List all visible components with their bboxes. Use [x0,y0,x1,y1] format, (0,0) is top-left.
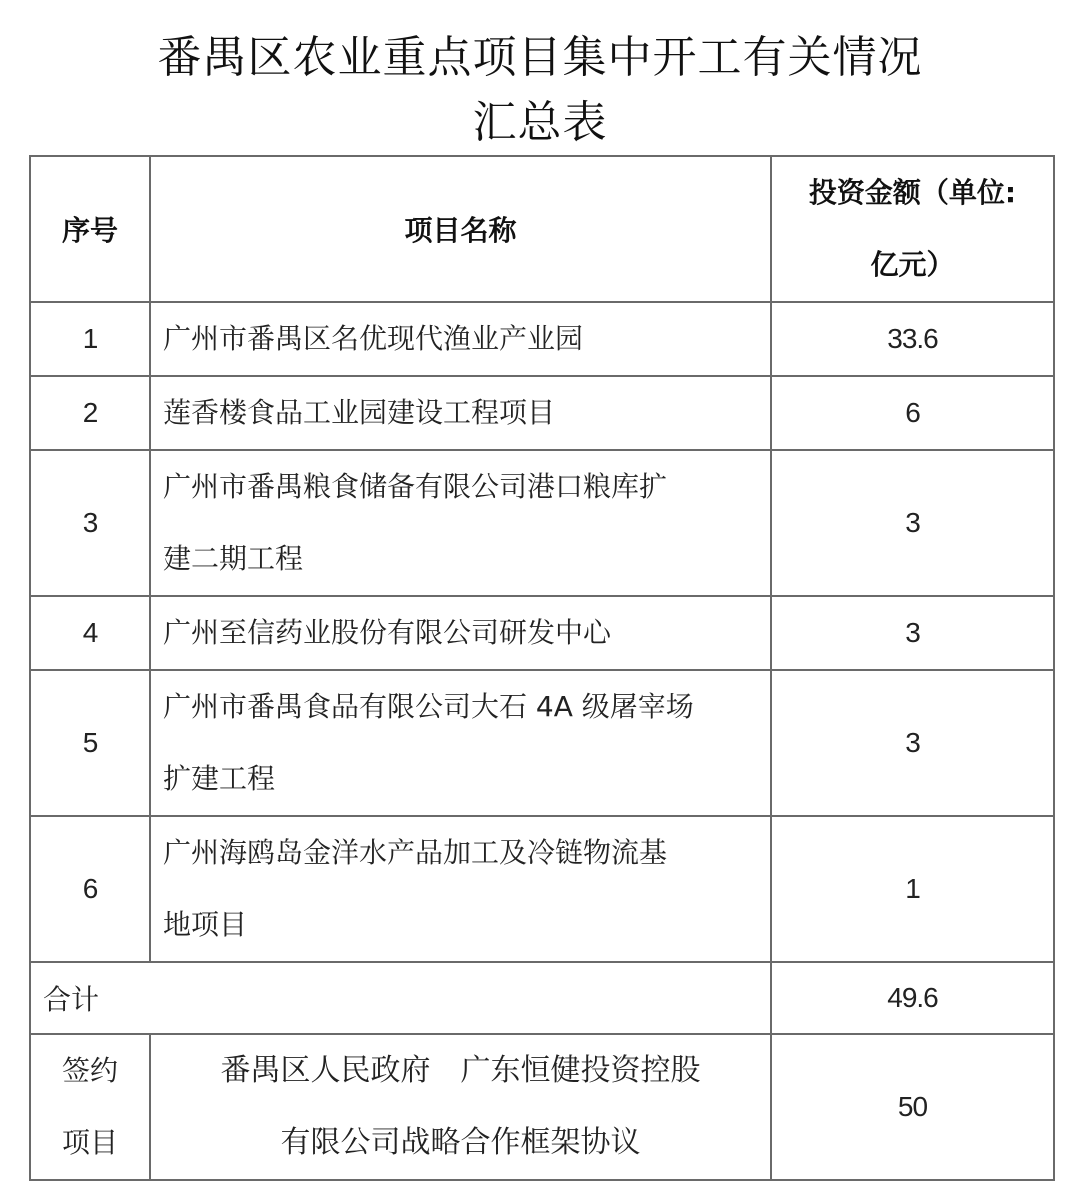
header-project-name: 项目名称 [150,156,771,302]
table-row [30,302,1054,376]
row-project-name: 广州市番禺区名优现代渔业产业园 [150,302,771,376]
signed-project-amount: 50 [771,1034,1054,1180]
header-investment-amount [771,156,1054,302]
table-row [30,596,1054,670]
row-project-name-line-1: 广州海鸥岛金洋水产品加工及冷链物流基 [163,836,668,869]
row-amount: 3 [771,596,1054,670]
row-project-name [150,450,771,596]
signed-project-name [150,1034,771,1180]
row-index: 3 [30,450,150,596]
row-project-name-line-2: 扩建工程 [163,762,276,795]
total-label: 合计 [30,962,771,1034]
row-project-name-line-2: 地项目 [163,908,248,941]
row-index: 6 [30,816,150,962]
document-title-line-1: 番禺区农业重点项目集中开工有关情况 [157,32,923,83]
row-index: 4 [30,596,150,670]
header-amount-line-1: 投资金额（单位: [808,176,1017,209]
table-row [30,450,1054,596]
row-index: 1 [30,302,150,376]
header-amount-line-2: 亿元） [870,248,955,281]
row-project-name [150,816,771,962]
signed-project-row [30,1034,1054,1180]
row-amount: 1 [771,816,1054,962]
signed-label-line-2: 项目 [61,1126,118,1159]
table-row [30,670,1054,816]
row-amount: 3 [771,450,1054,596]
row-project-name: 广州至信药业股份有限公司研发中心 [150,596,771,670]
signed-name-line-1: 番禺区人民政府 广东恒健投资控股 [220,1053,701,1088]
row-amount: 33.6 [771,302,1054,376]
document-title-line-2: 汇总表 [472,97,608,148]
signed-label-line-1: 签约 [61,1054,118,1087]
header-index: 序号 [30,156,150,302]
table-header-row [30,156,1054,302]
row-project-name-line-1: 广州市番禺食品有限公司大石 4A 级屠宰场 [163,690,694,723]
signed-project-label [30,1034,150,1180]
table-row [30,376,1054,450]
total-row [30,962,1054,1034]
row-project-name-line-1: 广州市番禺粮食储备有限公司港口粮库扩 [163,470,668,503]
total-amount: 49.6 [771,962,1054,1034]
row-project-name: 莲香楼食品工业园建设工程项目 [150,376,771,450]
signed-name-line-2: 有限公司战略合作框架协议 [280,1125,641,1160]
row-project-name-line-2: 建二期工程 [163,542,304,575]
row-index: 5 [30,670,150,816]
row-amount: 6 [771,376,1054,450]
row-index: 2 [30,376,150,450]
summary-table [29,155,1055,1181]
row-amount: 3 [771,670,1054,816]
table-row [30,816,1054,962]
row-project-name [150,670,771,816]
